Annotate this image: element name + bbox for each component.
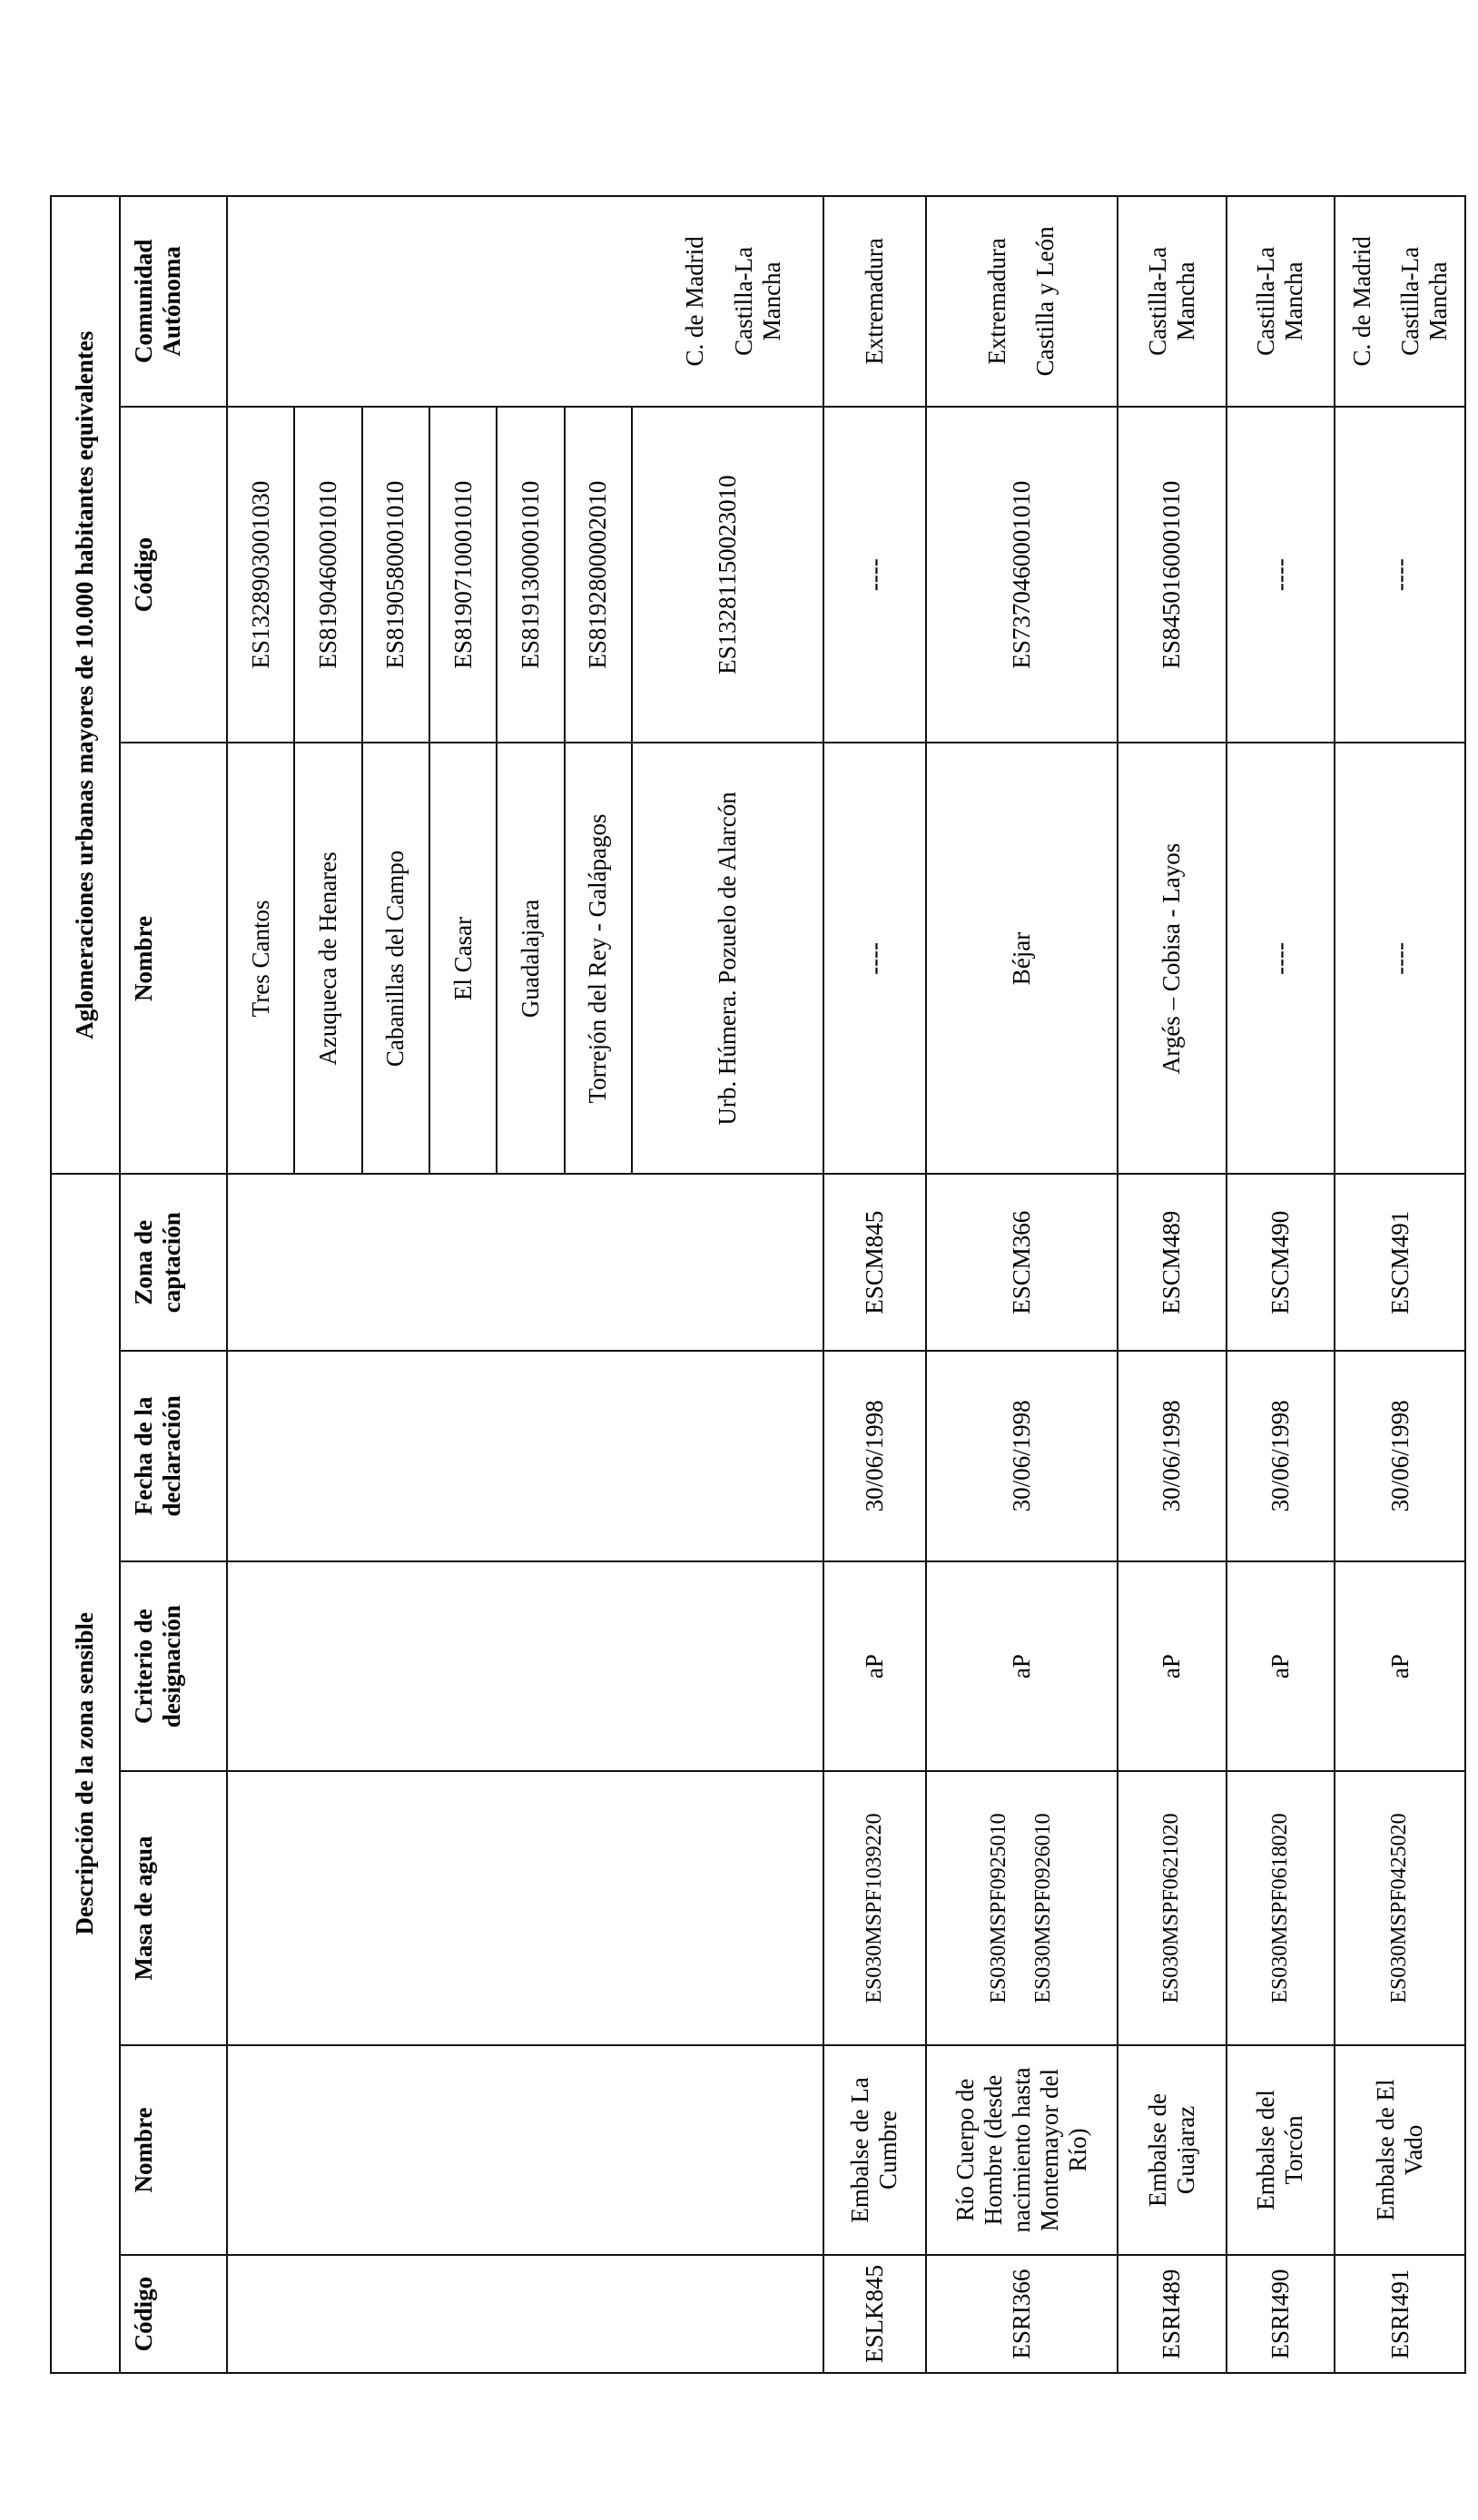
col-header-aglo-nombre: Nombre bbox=[120, 743, 227, 1174]
aglo-nombre-cell: ---- bbox=[823, 743, 927, 1174]
cell-criterio-empty bbox=[227, 1561, 823, 1772]
aglo-nombre-cell: Torrejón del Rey - Galápagos bbox=[565, 743, 632, 1174]
sensitive-zones-table bbox=[50, 195, 1466, 2374]
aglo-nombre-cell: El Casar bbox=[429, 743, 497, 1174]
zona-cell: ESCM489 bbox=[1118, 1174, 1227, 1351]
criterio-cell: aP bbox=[1227, 1561, 1335, 1772]
comunidad-cell: Castilla-La Mancha bbox=[1118, 196, 1227, 407]
cell-nombre-empty bbox=[227, 2045, 823, 2256]
aglo-codigo-cell: ES1328903001030 bbox=[227, 407, 294, 743]
rotated-table-wrapper bbox=[50, 195, 1466, 2374]
criterio-cell: aP bbox=[926, 1561, 1118, 1772]
cell-codigo-empty bbox=[227, 2255, 823, 2373]
zona-cell: ESCM845 bbox=[823, 1174, 927, 1351]
cell-masa-empty bbox=[227, 1771, 823, 2044]
criterio-cell: aP bbox=[1118, 1561, 1227, 1772]
fecha-cell: 30/06/1998 bbox=[926, 1351, 1118, 1561]
zona-cell: ESCM491 bbox=[1335, 1174, 1465, 1351]
nombre-cell: Embalse de Guajaraz bbox=[1118, 2045, 1227, 2256]
fecha-cell: 30/06/1998 bbox=[1118, 1351, 1227, 1561]
comunidad-cell: Castilla-La Mancha bbox=[1227, 196, 1335, 407]
comunidad-value: C. de Madrid bbox=[681, 236, 709, 367]
comunidad-value: Extremadura bbox=[983, 238, 1011, 365]
masa-cell bbox=[926, 1771, 1118, 2044]
comunidad-value: Castilla y León bbox=[1031, 226, 1059, 377]
col-header-comunidad: Comunidad Autónoma bbox=[120, 196, 227, 407]
nombre-cell: Embalse del Torcón bbox=[1227, 2045, 1335, 2256]
col-header-criterio: Criterio de designación bbox=[120, 1561, 227, 1772]
comunidad-cell bbox=[227, 196, 823, 407]
aglo-nombre-cell: Béjar bbox=[926, 743, 1118, 1174]
masa-cell: ES030MSPF1039220 bbox=[823, 1771, 927, 2044]
aglo-nombre-cell: Azuqueca de Henares bbox=[294, 743, 361, 1174]
table-row bbox=[1118, 196, 1227, 2373]
col-header-zona-captacion: Zona de captación bbox=[120, 1174, 227, 1351]
nombre-cell: Embalse de La Cumbre bbox=[823, 2045, 927, 2256]
codigo-cell: ESLK845 bbox=[823, 2255, 927, 2373]
zona-cell: ESCM366 bbox=[926, 1174, 1118, 1351]
comunidad-cell bbox=[1335, 196, 1465, 407]
table-row bbox=[1227, 196, 1335, 2373]
aglo-codigo-cell: ES8450160001010 bbox=[1118, 407, 1227, 743]
aglo-codigo-cell: ES8192800002010 bbox=[565, 407, 632, 743]
aglo-codigo-cell: ES13281150023010 bbox=[632, 407, 823, 743]
aglo-codigo-cell: ES8190710001010 bbox=[429, 407, 497, 743]
aglo-codigo-cell: ES8190460001010 bbox=[294, 407, 361, 743]
comunidad-value: Castilla-La Mancha bbox=[1395, 246, 1452, 356]
table-row bbox=[926, 196, 1118, 2373]
aglo-nombre-cell: Argés – Cobisa - Layos bbox=[1118, 743, 1227, 1174]
aglo-codigo-cell: ES8191300001010 bbox=[497, 407, 564, 743]
codigo-cell: ESRI489 bbox=[1118, 2255, 1227, 2373]
col-header-masa-agua: Masa de agua bbox=[120, 1771, 227, 2044]
codigo-cell: ESRI366 bbox=[926, 2255, 1118, 2373]
aglo-codigo-cell: ---- bbox=[1335, 407, 1465, 743]
table-row bbox=[227, 196, 294, 2373]
masa-value: ES030MSPF0925010 bbox=[986, 1813, 1010, 2003]
aglo-nombre-cell: Tres Cantos bbox=[227, 743, 294, 1174]
comunidad-value: Castilla-La Mancha bbox=[729, 246, 785, 356]
masa-cell: ES030MSPF0425020 bbox=[1335, 1771, 1465, 2044]
codigo-cell: ESRI491 bbox=[1335, 2255, 1465, 2373]
comunidad-cell bbox=[926, 196, 1118, 407]
col-header-aglo-codigo: Código bbox=[120, 407, 227, 743]
aglo-codigo-cell: ES7370460001010 bbox=[926, 407, 1118, 743]
masa-value: ES030MSPF0926010 bbox=[1031, 1813, 1056, 2003]
aglo-nombre-cell: ---- bbox=[1227, 743, 1335, 1174]
codigo-cell: ESRI490 bbox=[1227, 2255, 1335, 2373]
comunidad-value: C. de Madrid bbox=[1347, 236, 1375, 367]
cell-zona-empty bbox=[227, 1174, 823, 1351]
col-header-nombre: Nombre bbox=[120, 2045, 227, 2256]
fecha-cell: 30/06/1998 bbox=[1227, 1351, 1335, 1561]
nombre-cell: Embalse de El Vado bbox=[1335, 2045, 1465, 2256]
group-header-aglomeraciones: Aglomeraciones urbanas mayores de 10.000 habitantes equivalentes bbox=[51, 196, 120, 1174]
aglo-codigo-cell: ---- bbox=[823, 407, 927, 743]
masa-cell: ES030MSPF0621020 bbox=[1118, 1771, 1227, 2044]
fecha-cell: 30/06/1998 bbox=[1335, 1351, 1465, 1561]
aglo-nombre-cell: ---- bbox=[1335, 743, 1465, 1174]
criterio-cell: aP bbox=[823, 1561, 927, 1772]
table-row bbox=[1335, 196, 1465, 2373]
aglo-nombre-cell: Urb. Húmera. Pozuelo de Alarcón bbox=[632, 743, 823, 1174]
nombre-cell: Río Cuerpo de Hombre (desde nacimiento hasta Montemayor del Río) bbox=[926, 2045, 1118, 2256]
aglo-nombre-cell: Cabanillas del Campo bbox=[362, 743, 429, 1174]
table-row bbox=[823, 196, 927, 2373]
criterio-cell: aP bbox=[1335, 1561, 1465, 1772]
col-header-codigo: Código bbox=[120, 2255, 227, 2373]
fecha-cell: 30/06/1998 bbox=[823, 1351, 927, 1561]
cell-fecha-empty bbox=[227, 1351, 823, 1561]
group-header-zona-sensible: Descripción de la zona sensible bbox=[51, 1174, 120, 2373]
masa-cell: ES030MSPF0618020 bbox=[1227, 1771, 1335, 2044]
aglo-nombre-cell: Guadalajara bbox=[497, 743, 564, 1174]
zona-cell: ESCM490 bbox=[1227, 1174, 1335, 1351]
aglo-codigo-cell: ---- bbox=[1227, 407, 1335, 743]
col-header-fecha: Fecha de la declaración bbox=[120, 1351, 227, 1561]
aglo-codigo-cell: ES8190580001010 bbox=[362, 407, 429, 743]
comunidad-cell: Extremadura bbox=[823, 196, 927, 407]
